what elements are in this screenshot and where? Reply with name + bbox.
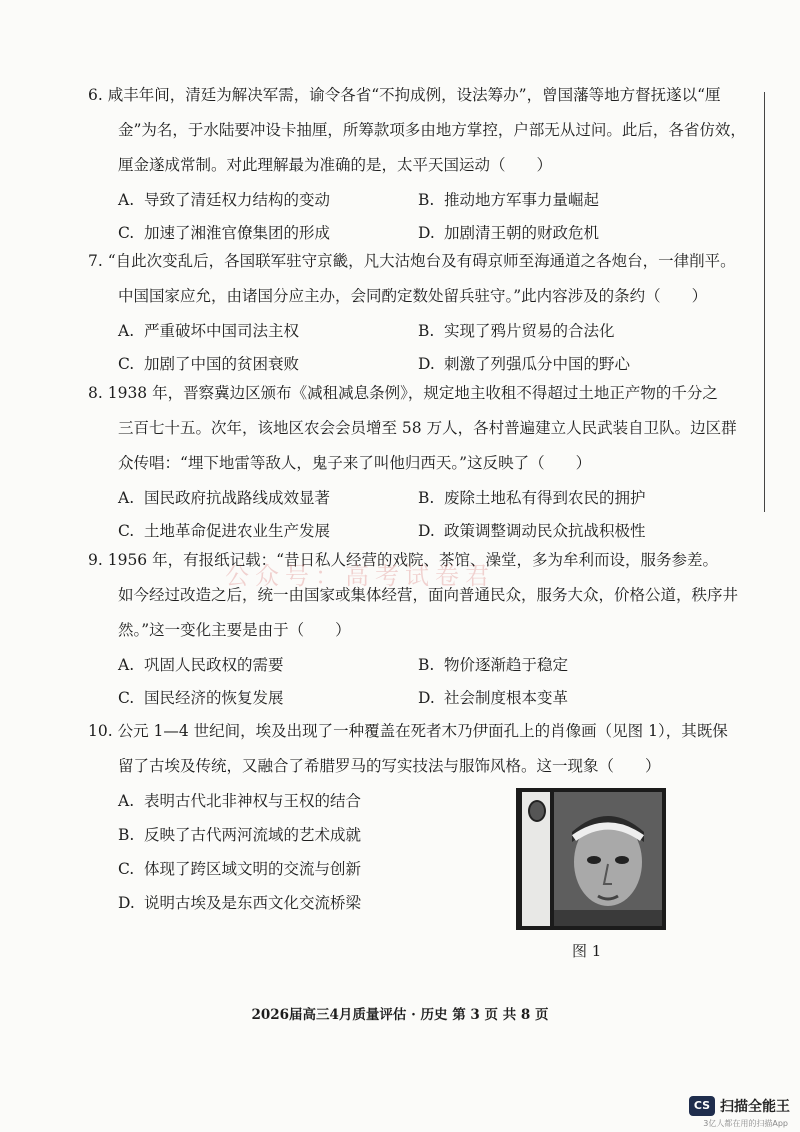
q8-option-a: A. 国民政府抗战路线成效显著 xyxy=(118,489,331,507)
mummy-thumbnail-face xyxy=(528,800,546,822)
q6-line-3: 厘金遂成常制。对此理解最为准确的是，太平天国运动（ ） xyxy=(118,156,553,174)
q9-line-3: 然。”这一变化主要是由于（ ） xyxy=(118,621,351,639)
q6-line-1: 6. 咸丰年间，清廷为解决军需，谕令各省“不拘成例，设法筹办”，曾国藩等地方督抚遂以“厘 xyxy=(88,86,721,104)
mummy-thumbnail xyxy=(522,792,550,926)
q7-options-row-1 xyxy=(96,314,756,347)
q6-options-row-1 xyxy=(96,183,756,216)
q9-option-d: D. 社会制度根本变革 xyxy=(418,689,569,707)
q6-option-a: A. 导致了清廷权力结构的变动 xyxy=(118,191,331,209)
q9-option-a: A. 巩固人民政权的需要 xyxy=(118,656,284,674)
q10-line-1: 10. 公元 1—4 世纪间，埃及出现了一种覆盖在死者木乃伊面孔上的肖像画（见图 1），其既保 xyxy=(88,722,728,740)
q7-line-1: 7. “自此次变乱后，各国联军驻守京畿，凡大沽炮台及有碍京师至海通道之各炮台，一律削平。 xyxy=(88,252,736,270)
q7-option-c: C. 加剧了中国的贫困衰败 xyxy=(118,355,300,373)
question-8 xyxy=(88,376,756,547)
figure-caption: 图 1 xyxy=(572,942,602,960)
q9-option-c: C. 国民经济的恢复发展 xyxy=(118,689,284,707)
q9-line-2: 如今经过改造之后，统一由国家或集体经营，面向普通民众，服务大众，价格公道，秩序井 xyxy=(118,586,739,604)
q7-option-a: A. 严重破坏中国司法主权 xyxy=(118,322,300,340)
watermark-text: 公众号：高考试卷君 xyxy=(225,562,495,590)
scanner-badge xyxy=(689,1096,790,1116)
q6-option-b: B. 推动地方军事力量崛起 xyxy=(418,191,600,209)
q6-line-2: 金”为名，于水陆要冲设卡抽厘，所筹款项多由地方掌控，户部无从过问。此后，各省仿效， xyxy=(118,121,746,139)
q10-option-d: D. 说明古埃及是东西文化交流桥梁 xyxy=(118,894,362,912)
camscanner-logo-icon: CS xyxy=(689,1096,715,1116)
scanner-app-name: 扫描全能王 xyxy=(720,1099,790,1115)
q9-options-row-1 xyxy=(96,648,756,681)
q8-option-b: B. 废除土地私有得到农民的拥护 xyxy=(418,489,646,507)
figure-1-mummy-portrait xyxy=(516,788,666,930)
question-7 xyxy=(88,244,756,380)
q6-option-c: C. 加速了湘淮官僚集团的形成 xyxy=(118,224,331,242)
q10-line-2: 留了古埃及传统，又融合了希腊罗马的写实技法与服饰风格。这一现象（ ） xyxy=(118,757,661,775)
q8-option-d: D. 政策调整调动民众抗战积极性 xyxy=(418,522,646,540)
q7-option-b: B. 实现了鸦片贸易的合法化 xyxy=(418,322,615,340)
portrait-drawing xyxy=(554,792,662,926)
margin-rule xyxy=(764,92,765,512)
q8-line-1: 8. 1938 年，晋察冀边区颁布《减租减息条例》，规定地主收租不得超过土地正产物的千分之 xyxy=(88,384,718,402)
q8-option-c: C. 土地革命促进农业生产发展 xyxy=(118,522,331,540)
q8-line-3: 众传唱：“埋下地雷等敌人，鬼子来了叫他归西天。”这反映了（ ） xyxy=(118,454,592,472)
q9-option-b: B. 物价逐渐趋于稳定 xyxy=(418,656,569,674)
question-6 xyxy=(88,78,756,249)
q10-option-b: B. 反映了古代两河流域的艺术成就 xyxy=(118,826,362,844)
q8-line-2: 三百七十五。次年，该地区农会会员增至 58 万人，各村普遍建立人民武装自卫队。边区群 xyxy=(118,419,737,437)
q8-options-row-1 xyxy=(96,481,756,514)
q9-line-1: 9. 1956 年，有报纸记载：“昔日私人经营的戏院、茶馆、澡堂，多为牟利而设，服务参差。 xyxy=(88,551,719,569)
q6-option-d: D. 加剧清王朝的财政危机 xyxy=(418,224,600,242)
portrait-closeup xyxy=(554,792,662,926)
q9-options-row-2 xyxy=(96,681,756,714)
scanner-tagline: 3亿人都在用的扫描App xyxy=(703,1119,788,1128)
q10-option-c: C. 体现了跨区域文明的交流与创新 xyxy=(118,860,362,878)
q10-option-a: A. 表明古代北非神权与王权的结合 xyxy=(118,792,362,810)
q7-line-2: 中国国家应允，由诸国分应主办，会同酌定数处留兵驻守。”此内容涉及的条约（ ） xyxy=(118,287,708,305)
q7-option-d: D. 刺激了列强瓜分中国的野心 xyxy=(418,355,631,373)
page-footer: 2026届高三4月质量评估 · 历史 第 3 页 共 8 页 xyxy=(251,1007,549,1023)
